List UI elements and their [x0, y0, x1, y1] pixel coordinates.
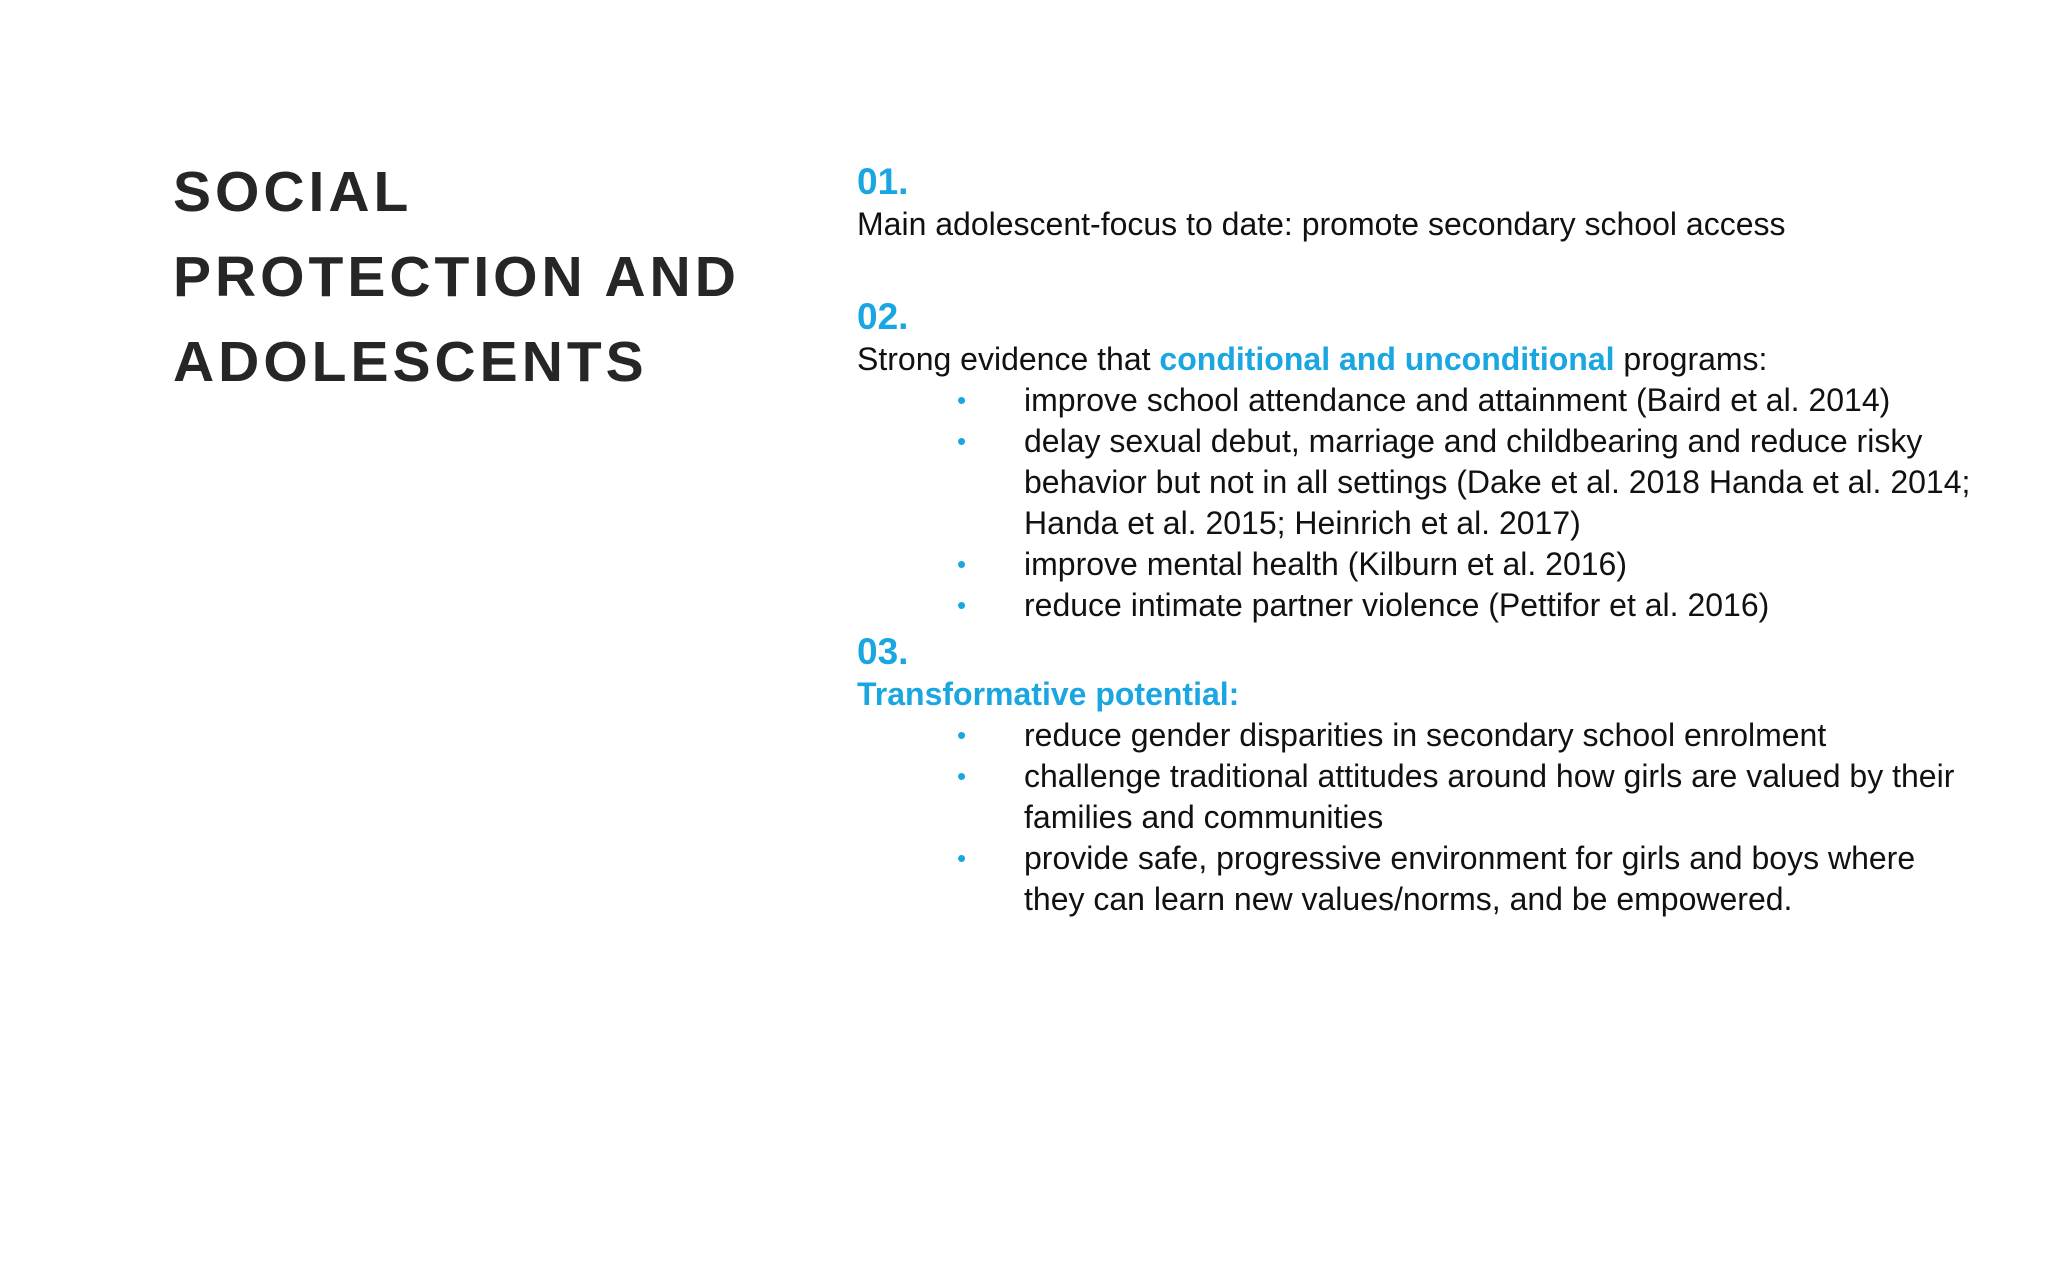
title-line-1: SOCIAL — [173, 160, 413, 224]
list-item — [857, 756, 1977, 838]
title-line-2: PROTECTION AND — [173, 245, 740, 309]
list-item-text: improve mental health (Kilburn et al. 2016) — [1024, 546, 1627, 582]
title-line-3: ADOLESCENTS — [173, 330, 648, 394]
slide-title — [173, 150, 793, 405]
list-item — [857, 585, 1977, 626]
section-02 — [857, 295, 1977, 626]
content-column — [857, 160, 1977, 920]
list-item-text: challenge traditional attitudes around how girls are valued by their families and communities — [1024, 758, 1955, 835]
section-text: Main adolescent-focus to date: promote secondary school access — [857, 206, 1786, 242]
section-number: 02. — [857, 296, 909, 337]
bullet-list — [857, 380, 1977, 626]
list-item — [857, 715, 1977, 756]
bullet-icon: • — [957, 720, 967, 750]
bullet-icon: • — [957, 426, 967, 456]
bullet-icon: • — [957, 590, 967, 620]
section-lead: Transformative potential: — [857, 676, 1240, 712]
list-item — [857, 838, 1977, 920]
list-item-text: provide safe, progressive environment for girls and boys where they can learn new values/norms, and be empowered. — [1024, 840, 1916, 917]
section-01 — [857, 160, 1977, 245]
section-text-accent: conditional and unconditional — [1159, 341, 1615, 377]
section-number: 01. — [857, 161, 909, 202]
section-number: 03. — [857, 631, 909, 672]
list-item — [857, 544, 1977, 585]
list-item-text: improve school attendance and attainment (Baird et al. 2014) — [1024, 382, 1891, 418]
list-item — [857, 380, 1977, 421]
list-item-text: delay sexual debut, marriage and childbearing and reduce risky behavior but not in all settings (Dake et al. 2018 Handa et al. 2014; Handa et al. 2015; Heinrich et al. 2017) — [1024, 423, 1971, 541]
bullet-icon: • — [957, 385, 967, 415]
section-text — [857, 339, 1977, 380]
list-item — [857, 421, 1977, 544]
list-item-text: reduce intimate partner violence (Pettifor et al. 2016) — [1024, 587, 1770, 623]
bullet-icon: • — [957, 549, 967, 579]
section-text-after: programs: — [1614, 341, 1768, 377]
bullet-icon: • — [957, 761, 967, 791]
bullet-list — [857, 715, 1977, 920]
list-item-text: reduce gender disparities in secondary school enrolment — [1024, 717, 1827, 753]
section-03 — [857, 630, 1977, 920]
bullet-icon: • — [957, 843, 967, 873]
section-text-before: Strong evidence that — [857, 341, 1160, 377]
